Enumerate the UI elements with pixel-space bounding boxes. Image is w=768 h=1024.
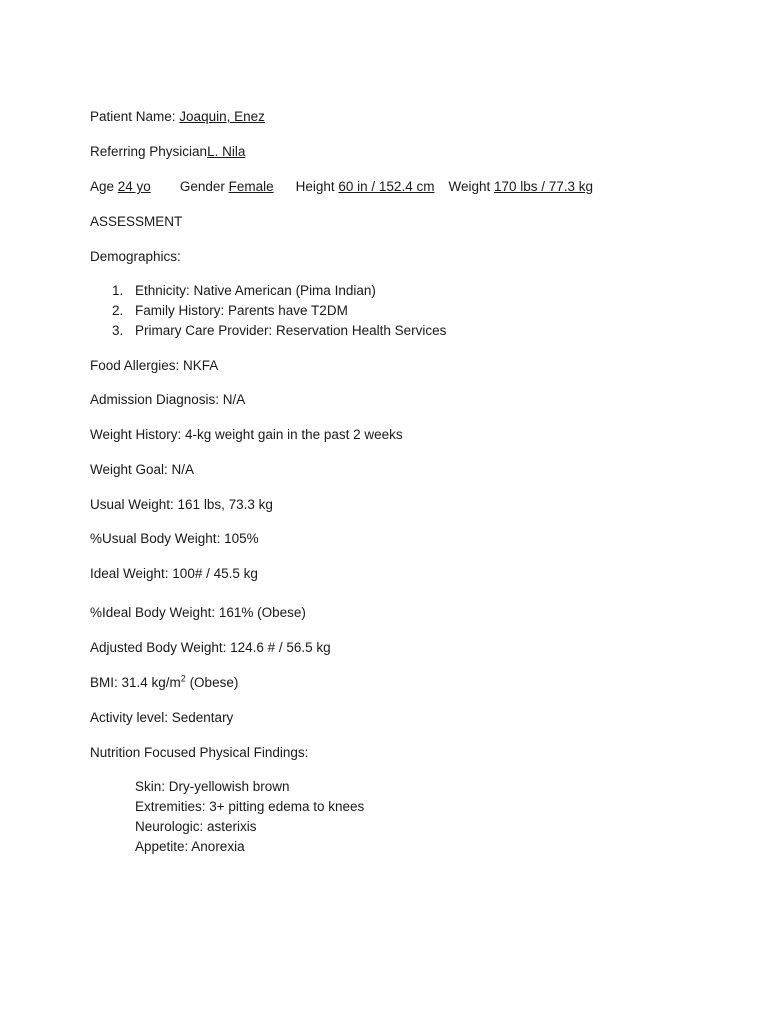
demographics-item: Primary Care Provider: Reservation Health Services <box>135 323 447 338</box>
finding-item: Skin: Dry-yellowish brown <box>135 779 290 794</box>
demographics-number: 2. <box>112 303 124 318</box>
food-allergies: Food Allergies: NKFA <box>90 358 219 373</box>
finding-item: Neurologic: asterixis <box>135 819 257 834</box>
height-value: 60 in / 152.4 cm <box>338 179 435 194</box>
referring-physician-label: Referring Physician <box>90 144 208 159</box>
usual-weight: Usual Weight: 161 lbs, 73.3 kg <box>90 497 273 512</box>
bmi-line <box>90 675 238 691</box>
nfpf-label: Nutrition Focused Physical Findings: <box>90 745 309 760</box>
age-value: 24 yo <box>117 179 151 194</box>
patient-name-label: Patient Name: <box>90 109 180 124</box>
weight-value: 170 lbs / 77.3 kg <box>493 179 594 194</box>
weight-label: Weight <box>448 179 494 194</box>
admission-diagnosis: Admission Diagnosis: N/A <box>90 392 246 407</box>
demographics-number: 3. <box>112 323 124 338</box>
height-label: Height <box>295 179 339 194</box>
ideal-weight: Ideal Weight: 100# / 45.5 kg <box>90 566 258 581</box>
finding-item: Appetite: Anorexia <box>135 839 245 854</box>
patient-name-line <box>90 109 265 125</box>
activity-level: Activity level: Sedentary <box>90 710 234 725</box>
bmi-classification: (Obese) <box>185 675 239 690</box>
finding-item: Extremities: 3+ pitting edema to knees <box>135 799 365 814</box>
gender-label: Gender <box>179 179 229 194</box>
usual-body-weight-percent: %Usual Body Weight: 105% <box>90 531 259 546</box>
referring-physician-value: L. Nila <box>207 144 246 159</box>
adjusted-body-weight: Adjusted Body Weight: 124.6 # / 56.5 kg <box>90 640 331 655</box>
weight-history: Weight History: 4-kg weight gain in the past 2 weeks <box>90 427 403 442</box>
demographics-number: 1. <box>112 283 124 298</box>
vitals-line <box>90 179 593 195</box>
demographics-item: Family History: Parents have T2DM <box>135 303 348 318</box>
bmi-value: BMI: 31.4 kg/m <box>90 675 181 690</box>
demographics-item: Ethnicity: Native American (Pima Indian) <box>135 283 376 298</box>
demographics-label: Demographics: <box>90 249 181 264</box>
assessment-heading: ASSESSMENT <box>90 214 183 229</box>
gender-value: Female <box>228 179 274 194</box>
referring-physician-line <box>90 144 245 160</box>
ideal-body-weight-percent: %Ideal Body Weight: 161% (Obese) <box>90 605 306 620</box>
age-label: Age <box>90 179 118 194</box>
patient-name-value: Joaquin, Enez <box>179 109 265 124</box>
bmi-superscript: 2 <box>180 673 186 684</box>
weight-goal: Weight Goal: N/A <box>90 462 195 477</box>
